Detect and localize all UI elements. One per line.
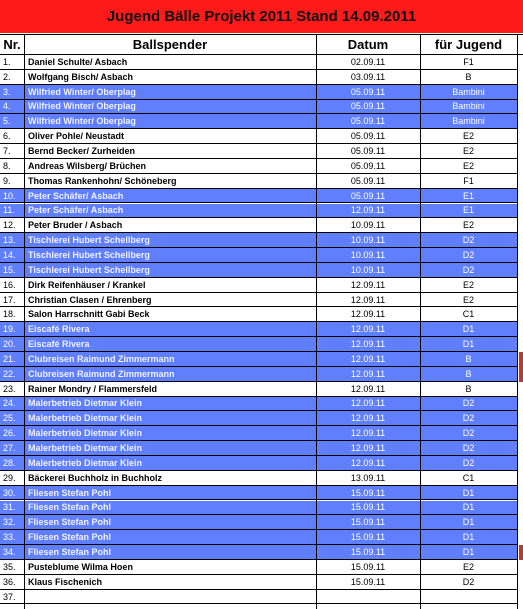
- row-nr-cell[interactable]: 35.: [3, 561, 16, 572]
- row-jugend-cell[interactable]: D2: [462, 457, 475, 468]
- row-ballspender-cell[interactable]: Fliesen Stefan Pohl: [28, 502, 112, 513]
- header-jugend[interactable]: für Jugend: [434, 37, 503, 52]
- row-ballspender-cell[interactable]: Salon Harrschnitt Gabi Beck: [28, 309, 150, 320]
- row-ballspender-cell[interactable]: Clubreisen Raimund Zimmermann: [28, 353, 175, 364]
- row-datum-cell[interactable]: 15.09.11: [350, 561, 386, 572]
- row-datum-cell[interactable]: 05.09.11: [350, 190, 386, 201]
- table-row: [0, 352, 517, 367]
- table-row: [0, 129, 517, 144]
- table-row: [0, 471, 517, 486]
- row-datum-cell[interactable]: 12.09.11: [350, 279, 386, 290]
- row-datum-cell[interactable]: 03.09.11: [350, 71, 386, 82]
- row-ballspender-cell[interactable]: Peter Schäfer/ Asbach: [28, 190, 124, 201]
- row-ballspender-cell[interactable]: Fliesen Stefan Pohl: [28, 546, 112, 557]
- table-row: [0, 100, 517, 115]
- row-jugend-cell[interactable]: F1: [463, 175, 474, 186]
- row-ballspender-cell[interactable]: Eiscafé Rivera: [28, 339, 90, 350]
- row-datum-cell[interactable]: 12.09.11: [350, 205, 386, 216]
- row-jugend-cell[interactable]: D2: [462, 249, 475, 260]
- row-ballspender-cell[interactable]: Fliesen Stefan Pohl: [28, 532, 112, 543]
- row-datum-cell[interactable]: 15.09.11: [350, 517, 386, 528]
- table-row: [0, 293, 517, 308]
- row-ballspender-cell[interactable]: Malerbetrieb Dietmar Klein: [28, 398, 143, 409]
- row-datum-cell[interactable]: 05.09.11: [350, 86, 386, 97]
- row-nr-cell[interactable]: 37.: [3, 591, 16, 602]
- table-row: [0, 486, 517, 501]
- table-row: [0, 456, 517, 471]
- row-datum-cell[interactable]: 10.09.11: [350, 235, 386, 246]
- table-row: [0, 70, 517, 85]
- row-nr-cell[interactable]: 20.: [3, 339, 16, 350]
- row-nr-cell[interactable]: 16.: [3, 279, 16, 290]
- row-datum-cell[interactable]: 12.09.11: [350, 324, 386, 335]
- table-row: [0, 575, 517, 590]
- table-header: [0, 34, 523, 55]
- row-jugend-cell[interactable]: D1: [462, 339, 475, 350]
- row-jugend-cell[interactable]: D2: [462, 413, 475, 424]
- table-row: [0, 367, 517, 382]
- row-datum-cell[interactable]: [316, 590, 420, 604]
- row-jugend-cell[interactable]: C1: [462, 472, 475, 483]
- row-nr-cell[interactable]: 24.: [3, 398, 16, 409]
- table-row: [0, 174, 517, 189]
- row-nr-cell[interactable]: 18.: [3, 309, 16, 320]
- row-jugend-cell[interactable]: Bambini: [452, 101, 485, 112]
- row-jugend-cell[interactable]: B: [465, 71, 472, 82]
- row-ballspender-cell[interactable]: Wilfried Winter/ Oberplag: [28, 116, 136, 127]
- row-jugend-cell[interactable]: E1: [462, 205, 474, 216]
- row-jugend-cell[interactable]: Bambini: [452, 86, 485, 97]
- row-nr-cell[interactable]: 34.: [3, 546, 16, 557]
- row-nr-cell[interactable]: 5.: [3, 116, 11, 127]
- table-row: [0, 337, 517, 352]
- row-datum-cell[interactable]: 02.09.11: [350, 56, 386, 67]
- row-jugend-cell[interactable]: B: [465, 368, 472, 379]
- row-jugend-cell[interactable]: D2: [462, 264, 475, 275]
- row-datum-cell[interactable]: 15.09.11: [350, 502, 386, 513]
- table-row: [0, 85, 517, 100]
- row-datum-cell[interactable]: 12.09.11: [350, 383, 386, 394]
- row-nr-cell[interactable]: 17.: [3, 294, 16, 305]
- row-ballspender-cell[interactable]: Malerbetrieb Dietmar Klein: [28, 443, 143, 454]
- row-datum-cell[interactable]: 15.09.11: [350, 546, 386, 557]
- row-nr-cell[interactable]: 13.: [3, 235, 16, 246]
- row-datum-cell[interactable]: 12.09.11: [350, 368, 386, 379]
- row-datum-cell[interactable]: 05.09.11: [350, 175, 386, 186]
- header-datum[interactable]: Datum: [347, 37, 389, 52]
- table-row: [0, 397, 517, 412]
- table-row: [0, 144, 517, 159]
- row-nr-cell[interactable]: 4.: [3, 101, 11, 112]
- row-jugend-cell[interactable]: D2: [462, 398, 475, 409]
- row-nr-cell[interactable]: 23.: [3, 383, 16, 394]
- table-row: [0, 426, 517, 441]
- table-row: [0, 307, 517, 322]
- row-jugend-cell[interactable]: E2: [462, 146, 474, 157]
- row-jugend-cell[interactable]: D2: [462, 576, 475, 587]
- row-jugend-cell[interactable]: E2: [462, 131, 474, 142]
- table-row: [0, 322, 517, 337]
- row-jugend-cell[interactable]: D2: [462, 428, 475, 439]
- row-jugend-cell[interactable]: E2: [462, 561, 474, 572]
- row-datum-cell[interactable]: 10.09.11: [350, 220, 386, 231]
- row-nr-cell[interactable]: 22.: [3, 368, 16, 379]
- row-ballspender-cell[interactable]: Andreas Wilsberg/ Brüchen: [28, 160, 146, 171]
- row-ballspender-cell[interactable]: Wilfried Winter/ Oberplag: [28, 86, 136, 97]
- row-jugend-cell[interactable]: D1: [462, 532, 475, 543]
- row-jugend-cell[interactable]: F1: [463, 56, 474, 67]
- column-divider: [420, 34, 421, 609]
- table-row: [0, 441, 517, 456]
- row-jugend-cell[interactable]: E2: [462, 279, 474, 290]
- row-jugend-cell[interactable]: D2: [462, 235, 475, 246]
- row-ballspender-cell[interactable]: [24, 590, 316, 604]
- table-row: [0, 204, 517, 219]
- column-divider: [24, 34, 25, 609]
- row-nr-cell[interactable]: 29.: [3, 472, 16, 483]
- row-datum-cell[interactable]: 15.09.11: [350, 532, 386, 543]
- row-edge-marker: [519, 367, 523, 382]
- row-ballspender-cell[interactable]: Thomas Rankenhohn/ Schöneberg: [28, 175, 177, 186]
- row-datum-cell[interactable]: 12.09.11: [350, 398, 386, 409]
- row-ballspender-cell[interactable]: Malerbetrieb Dietmar Klein: [28, 413, 143, 424]
- row-jugend-cell[interactable]: D1: [462, 324, 475, 335]
- row-datum-cell[interactable]: 05.09.11: [350, 116, 386, 127]
- row-nr-cell[interactable]: 7.: [3, 146, 11, 157]
- row-datum-cell[interactable]: 15.09.11: [350, 576, 386, 587]
- table-row: [0, 278, 517, 293]
- row-nr-cell[interactable]: 32.: [3, 517, 16, 528]
- row-jugend-cell[interactable]: E2: [462, 160, 474, 171]
- row-nr-cell[interactable]: 2.: [3, 71, 11, 82]
- table-row: [0, 501, 517, 516]
- row-datum-cell[interactable]: 13.09.11: [350, 472, 386, 483]
- row-datum-cell[interactable]: 12.09.11: [350, 457, 386, 468]
- table-row: [0, 515, 517, 530]
- header-nr[interactable]: Nr.: [3, 37, 21, 52]
- row-ballspender-cell[interactable]: Daniel Schulte/ Asbach: [28, 56, 128, 67]
- row-ballspender-cell[interactable]: Klaus Fischenich: [28, 576, 103, 587]
- table-row: [0, 382, 517, 397]
- row-ballspender-cell[interactable]: Tischlerei Hubert Schellberg: [28, 249, 150, 260]
- row-ballspender-cell[interactable]: Rainer Mondry / Flammersfeld: [28, 383, 158, 394]
- row-nr-cell[interactable]: 9.: [3, 175, 11, 186]
- row-nr-cell[interactable]: 10.: [3, 190, 16, 201]
- row-jugend-cell[interactable]: E2: [462, 220, 474, 231]
- table-row: [0, 560, 517, 575]
- row-datum-cell[interactable]: 12.09.11: [350, 413, 386, 424]
- row-ballspender-cell[interactable]: Wilfried Winter/ Oberplag: [28, 101, 136, 112]
- row-jugend-cell[interactable]: E1: [462, 190, 474, 201]
- row-jugend-cell[interactable]: B: [465, 383, 472, 394]
- row-datum-cell[interactable]: 05.09.11: [350, 160, 386, 171]
- row-ballspender-cell[interactable]: Tischlerei Hubert Schellberg: [28, 235, 150, 246]
- row-nr-cell[interactable]: 6.: [3, 131, 11, 142]
- row-datum-cell[interactable]: 12.09.11: [350, 443, 386, 454]
- row-jugend-cell[interactable]: B: [465, 353, 472, 364]
- row-nr-cell[interactable]: 36.: [3, 576, 16, 587]
- row-nr-cell[interactable]: 19.: [3, 324, 16, 335]
- row-jugend-cell[interactable]: D1: [462, 487, 475, 498]
- row-jugend-cell[interactable]: E2: [462, 294, 474, 305]
- row-ballspender-cell[interactable]: Pusteblume Wilma Hoen: [28, 561, 133, 572]
- row-nr-cell[interactable]: 21.: [3, 353, 16, 364]
- row-nr-cell[interactable]: 8.: [3, 160, 11, 171]
- table-row: [0, 545, 517, 560]
- row-edge-marker: [519, 545, 523, 560]
- table-row: [0, 233, 517, 248]
- table-row: [0, 248, 517, 263]
- row-ballspender-cell[interactable]: Bäckerei Buchholz in Buchholz: [28, 472, 163, 483]
- table-row: [0, 530, 517, 545]
- row-jugend-cell[interactable]: C1: [462, 309, 475, 320]
- row-nr-cell[interactable]: 15.: [3, 264, 16, 275]
- table-row: [0, 114, 517, 129]
- table-row: [0, 263, 517, 278]
- table-row: [0, 218, 517, 233]
- row-nr-cell[interactable]: 28.: [3, 457, 16, 468]
- row-nr-cell[interactable]: 12.: [3, 220, 16, 231]
- column-divider: [517, 34, 518, 609]
- row-jugend-cell[interactable]: D1: [462, 517, 475, 528]
- row-jugend-cell[interactable]: D1: [462, 502, 475, 513]
- row-ballspender-cell[interactable]: Malerbetrieb Dietmar Klein: [28, 457, 143, 468]
- row-ballspender-cell[interactable]: Malerbetrieb Dietmar Klein: [28, 428, 143, 439]
- row-jugend-cell[interactable]: [420, 590, 517, 604]
- row-datum-cell[interactable]: 15.09.11: [350, 487, 386, 498]
- row-nr-cell[interactable]: 31.: [3, 502, 16, 513]
- row-datum-cell[interactable]: 10.09.11: [350, 264, 386, 275]
- row-edge-marker: [519, 352, 523, 367]
- row-datum-cell[interactable]: 12.09.11: [350, 339, 386, 350]
- row-datum-cell[interactable]: 10.09.11: [350, 249, 386, 260]
- row-ballspender-cell[interactable]: Clubreisen Raimund Zimmermann: [28, 368, 175, 379]
- row-datum-cell[interactable]: 05.09.11: [350, 146, 386, 157]
- row-ballspender-cell[interactable]: Fliesen Stefan Pohl: [28, 487, 112, 498]
- row-nr-cell[interactable]: 3.: [3, 86, 11, 97]
- title-bar: [0, 0, 523, 33]
- row-datum-cell[interactable]: 12.09.11: [350, 309, 386, 320]
- row-ballspender-cell[interactable]: Eiscafé Rivera: [28, 324, 90, 335]
- row-datum-cell[interactable]: 12.09.11: [350, 353, 386, 364]
- row-ballspender-cell[interactable]: Peter Schäfer/ Asbach: [28, 205, 124, 216]
- row-datum-cell[interactable]: 12.09.11: [350, 428, 386, 439]
- row-nr-cell[interactable]: 26.: [3, 428, 16, 439]
- row-ballspender-cell[interactable]: Tischlerei Hubert Schellberg: [28, 264, 150, 275]
- column-divider: [316, 34, 317, 609]
- row-nr-cell[interactable]: 33.: [3, 532, 16, 543]
- row-nr-cell[interactable]: 14.: [3, 249, 16, 260]
- table-row: [0, 159, 517, 174]
- row-ballspender-cell[interactable]: Fliesen Stefan Pohl: [28, 517, 112, 528]
- row-datum-cell[interactable]: 05.09.11: [350, 101, 386, 112]
- row-jugend-cell[interactable]: D2: [462, 443, 475, 454]
- row-ballspender-cell[interactable]: Wolfgang Bisch/ Asbach: [28, 71, 134, 82]
- row-nr-cell[interactable]: 11.: [3, 205, 15, 216]
- row-ballspender-cell[interactable]: Dirk Reifenhäuser / Krankel: [28, 279, 146, 290]
- row-datum-cell[interactable]: 05.09.11: [350, 131, 386, 142]
- table-row: [0, 590, 517, 605]
- header-ballspender[interactable]: Ballspender: [132, 37, 208, 52]
- row-nr-cell[interactable]: 30.: [3, 487, 16, 498]
- row-ballspender-cell[interactable]: Oliver Pohle/ Neustadt: [28, 131, 125, 142]
- table-row: [0, 411, 517, 426]
- row-jugend-cell[interactable]: Bambini: [452, 116, 485, 127]
- row-jugend-cell[interactable]: D1: [462, 546, 475, 557]
- row-nr-cell[interactable]: 25.: [3, 413, 16, 424]
- row-datum-cell[interactable]: 12.09.11: [350, 294, 386, 305]
- row-nr-cell[interactable]: 27.: [3, 443, 16, 454]
- row-ballspender-cell[interactable]: Bernd Becker/ Zurheiden: [28, 146, 136, 157]
- row-ballspender-cell[interactable]: Peter Bruder / Asbach: [28, 220, 123, 231]
- table-row: [0, 55, 517, 70]
- page-title: Jugend Bälle Projekt 2011 Stand 14.09.2011: [106, 8, 417, 25]
- row-ballspender-cell[interactable]: Christian Clasen / Ehrenberg: [28, 294, 152, 305]
- row-nr-cell[interactable]: 1.: [3, 56, 11, 67]
- table-row: [0, 189, 517, 204]
